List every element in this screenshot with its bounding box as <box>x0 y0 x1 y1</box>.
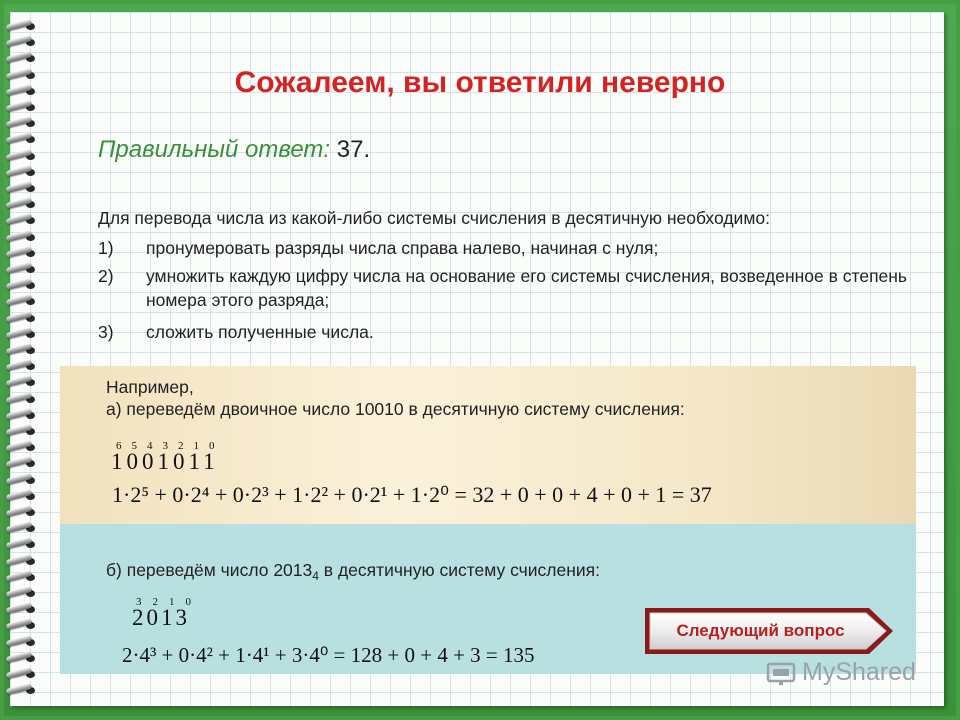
spiral-coil <box>4 20 40 32</box>
step-text: пронумеровать разряды числа справа налево, начиная с нуля; <box>146 238 659 258</box>
spiral-coil <box>4 393 40 405</box>
next-question-button[interactable] <box>643 606 893 656</box>
spiral-coil <box>4 279 40 291</box>
spiral-coil <box>4 506 40 518</box>
spiral-coil <box>4 101 40 113</box>
spiral-coil <box>4 684 40 696</box>
spiral-coil <box>4 133 40 145</box>
spiral-coil <box>4 603 40 615</box>
base-subscript: 4 <box>312 569 319 583</box>
spiral-coil <box>4 182 40 194</box>
spiral-coil <box>4 198 40 210</box>
spiral-coil <box>4 231 40 243</box>
step-number: 3) <box>98 322 114 342</box>
spiral-coil <box>4 247 40 259</box>
rule-text: Для перевода числа из какой-либо системы счисления в десятичную необходимо: <box>98 208 770 228</box>
presentation-icon <box>766 662 796 686</box>
spiral-coil <box>4 636 40 648</box>
step-item <box>98 236 918 260</box>
steps-list <box>98 236 918 344</box>
step-number: 2) <box>98 266 114 286</box>
spiral-coil <box>4 490 40 502</box>
spiral-binding <box>0 12 42 706</box>
spiral-coil <box>4 312 40 324</box>
spiral-coil <box>4 652 40 664</box>
spiral-coil <box>4 555 40 567</box>
next-question-label: Следующий вопрос <box>676 621 845 640</box>
positions-b: 3210 <box>136 596 202 608</box>
spiral-coil <box>4 474 40 486</box>
step-item <box>98 320 918 344</box>
example-intro: Например, <box>106 377 194 397</box>
example-a-text <box>106 376 685 420</box>
answer-value: 37. <box>336 136 371 163</box>
spiral-coil <box>4 344 40 356</box>
spiral-coil <box>4 409 40 421</box>
spiral-coil <box>4 360 40 372</box>
spiral-coil <box>4 150 40 162</box>
equation-b: 2·4³ + 0·4² + 1·4¹ + 3·4⁰ = 128 + 0 + 4 + 3 = 135 <box>122 643 535 667</box>
equation-a: 1·2⁵ + 0·2⁴ + 0·2³ + 1·2² + 0·2¹ + 1·2⁰ = 32 + 0 + 0 + 4 + 0 + 1 = 37 <box>112 482 712 507</box>
spiral-coil <box>4 538 40 550</box>
positions-a: 6543210 <box>116 440 225 452</box>
spiral-coil <box>4 668 40 680</box>
result-title: Сожалеем, вы ответили неверно <box>234 66 726 99</box>
step-text: сложить полученные числа. <box>146 322 374 342</box>
spiral-coil <box>4 441 40 453</box>
spiral-coil <box>4 522 40 534</box>
watermark-text: MyShared <box>802 658 916 686</box>
spiral-coil <box>4 328 40 340</box>
spiral-coil <box>4 457 40 469</box>
spiral-coil <box>4 376 40 388</box>
spiral-coil <box>4 36 40 48</box>
spiral-coil <box>4 295 40 307</box>
spiral-coil <box>4 571 40 583</box>
spiral-coil <box>4 52 40 64</box>
spiral-coil <box>4 117 40 129</box>
example-b-text-after: в десятичную систему счисления: <box>318 560 601 580</box>
step-number: 1) <box>98 238 114 258</box>
digits-b: 2013 <box>132 605 190 630</box>
digits-a: 1001011 <box>111 449 219 474</box>
answer-label: Правильный ответ: <box>98 136 331 163</box>
spiral-coil <box>4 619 40 631</box>
spiral-coil <box>4 425 40 437</box>
step-item <box>98 264 918 312</box>
example-a-statement: а) переведём двоичное число 10010 в десятичную систему счисления: <box>106 399 685 419</box>
spiral-coil <box>4 587 40 599</box>
step-text: умножить каждую цифру числа на основание его системы счисления, возведенное в степень номера этого разряда; <box>146 266 908 310</box>
spiral-coil <box>4 166 40 178</box>
example-b-statement <box>106 560 600 583</box>
spiral-coil <box>4 263 40 275</box>
spiral-coil <box>4 214 40 226</box>
correct-answer <box>98 136 370 164</box>
example-b-text-before: б) переведём число 2013 <box>106 560 313 580</box>
